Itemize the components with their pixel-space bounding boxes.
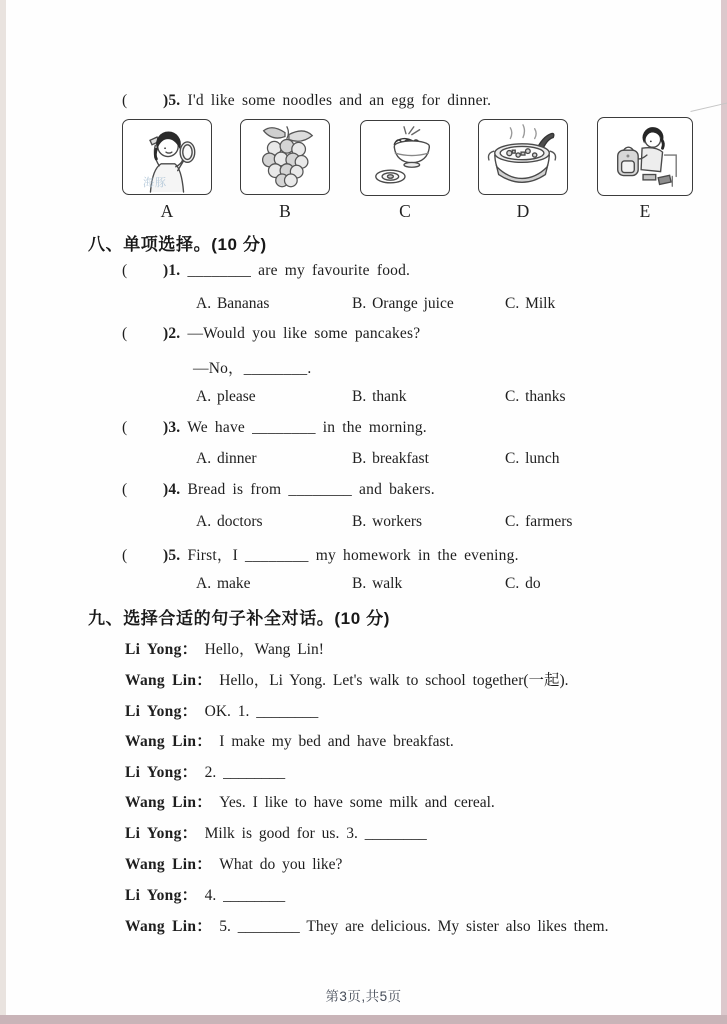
dialogue-line-3 xyxy=(125,699,318,721)
question-text: ________ are my favourite food. xyxy=(187,262,411,279)
option-b: B. Orange juice xyxy=(352,295,454,312)
dialogue-line-5 xyxy=(125,760,285,782)
option-a: A. make xyxy=(196,575,251,592)
dialogue-text: I make my bed and have breakfast. xyxy=(219,733,454,750)
s8-q4-stem: ( )4. Bread is from ________ and bakers. xyxy=(122,481,435,498)
dialogue-text: Hello，Wang Lin! xyxy=(204,641,324,658)
s8-q2-stem: ( )2. —Would you like some pancakes? xyxy=(122,325,421,342)
girl-with-mirror-icon xyxy=(123,120,211,194)
dialogue-line-10 xyxy=(125,914,608,936)
picture-label-e: E xyxy=(639,201,651,221)
option-a: A. Bananas xyxy=(196,295,270,312)
dialogue-line-6 xyxy=(125,790,495,812)
soup-pot-icon xyxy=(479,120,567,194)
page-number-footer: 第3页,共5页 xyxy=(325,989,402,1004)
answer-bracket: ( xyxy=(122,262,128,279)
picture-label-d: D xyxy=(516,201,530,221)
picture-option-c xyxy=(360,120,450,196)
speaker-name: Li Yong： xyxy=(125,764,205,781)
dialogue-text: OK. 1. ________ xyxy=(204,703,319,720)
dialogue-line-8 xyxy=(125,852,342,874)
s8-q2-options xyxy=(0,388,727,408)
dialogue-line-2 xyxy=(125,668,569,690)
option-a: A. dinner xyxy=(196,450,257,467)
dialogue-line-7 xyxy=(125,821,427,843)
question-number: )5. xyxy=(163,92,181,109)
scan-edge-right xyxy=(721,0,727,1024)
question-5-stem xyxy=(122,92,491,110)
picture-option-b xyxy=(240,119,330,195)
option-a: A. please xyxy=(196,388,256,405)
picture-option-a xyxy=(122,119,212,195)
s8-q3-options xyxy=(0,450,727,470)
speaker-name: Li Yong： xyxy=(125,703,205,720)
picture-label-a: A xyxy=(160,201,174,221)
s8-q5-options xyxy=(0,575,727,595)
speaker-name: Li Yong： xyxy=(125,825,205,842)
girl-packing-backpack-icon xyxy=(598,118,692,195)
speaker-name: Li Yong： xyxy=(125,641,205,658)
question-text: —Would you like some pancakes? xyxy=(187,325,421,342)
option-c: C. thanks xyxy=(505,388,566,405)
dialogue-text: 4. ________ xyxy=(204,887,286,904)
dialogue-text: Milk is good for us. 3. ________ xyxy=(204,825,427,842)
question-text: We have ________ in the morning. xyxy=(187,419,427,436)
s8-q1-options xyxy=(0,295,727,315)
option-c: C. do xyxy=(505,575,541,592)
dialogue-line-4 xyxy=(125,729,454,751)
picture-option-d xyxy=(478,119,568,195)
s8-q1-stem: ( )1. ________ are my favourite food. xyxy=(122,262,411,279)
answer-bracket: ( xyxy=(122,92,128,109)
scan-edge-left xyxy=(0,0,6,1024)
section-8-title: 八、单项选择。(10 分) xyxy=(88,235,267,254)
dialogue-text: What do you like? xyxy=(219,856,343,873)
question-text: I'd like some noodles and an egg for dinner. xyxy=(187,92,492,109)
dialogue-line-9 xyxy=(125,883,285,905)
speaker-name: Wang Lin： xyxy=(125,733,220,750)
speaker-name: Wang Lin： xyxy=(125,918,220,935)
speaker-name: Wang Lin： xyxy=(125,856,220,873)
dialogue-text: 5. ________ They are delicious. My sister also likes them. xyxy=(219,918,609,935)
picture-option-e xyxy=(597,117,693,196)
picture-label-b: B xyxy=(279,201,291,221)
grapes-icon xyxy=(241,120,329,194)
question-text: First，I ________ my homework in the evening. xyxy=(187,547,519,564)
section-9-title: 九、选择合适的句子补全对话。(10 分) xyxy=(88,609,390,628)
scan-edge-bottom xyxy=(0,1015,727,1024)
answer-bracket: ( xyxy=(122,419,128,436)
dialogue-line-1 xyxy=(125,637,324,659)
option-a: A. doctors xyxy=(196,513,263,530)
speaker-name: Wang Lin： xyxy=(125,672,220,689)
speaker-name: Li Yong： xyxy=(125,887,205,904)
s8-q5-stem: ( )5. First，I ________ my homework in the evening. xyxy=(122,547,519,564)
s8-q4-options xyxy=(0,513,727,533)
option-b: B. thank xyxy=(352,388,407,405)
dialogue-text: Yes. I like to have some milk and cereal. xyxy=(219,794,495,811)
option-b: B. workers xyxy=(352,513,423,530)
option-c: C. Milk xyxy=(505,295,556,312)
picture-label-c: C xyxy=(399,201,411,221)
option-c: C. lunch xyxy=(505,450,560,467)
noodles-and-egg-icon xyxy=(361,121,449,195)
s8-q3-stem: ( )3. We have ________ in the morning. xyxy=(122,419,427,436)
watermark: 海豚 xyxy=(143,177,167,189)
option-b: B. breakfast xyxy=(352,450,429,467)
option-c: C. farmers xyxy=(505,513,573,530)
answer-bracket: ( xyxy=(122,325,128,342)
speaker-name: Wang Lin： xyxy=(125,794,220,811)
dialogue-text: Hello，Li Yong. Let's walk to school together(一起). xyxy=(219,672,569,689)
dialogue-text: 2. ________ xyxy=(204,764,286,781)
option-b: B. walk xyxy=(352,575,403,592)
answer-bracket: ( xyxy=(122,481,128,498)
answer-bracket: ( xyxy=(122,547,128,564)
s8-q2-stem-line2: —No，________. xyxy=(193,360,312,377)
question-text: Bread is from ________ and bakers. xyxy=(187,481,435,498)
